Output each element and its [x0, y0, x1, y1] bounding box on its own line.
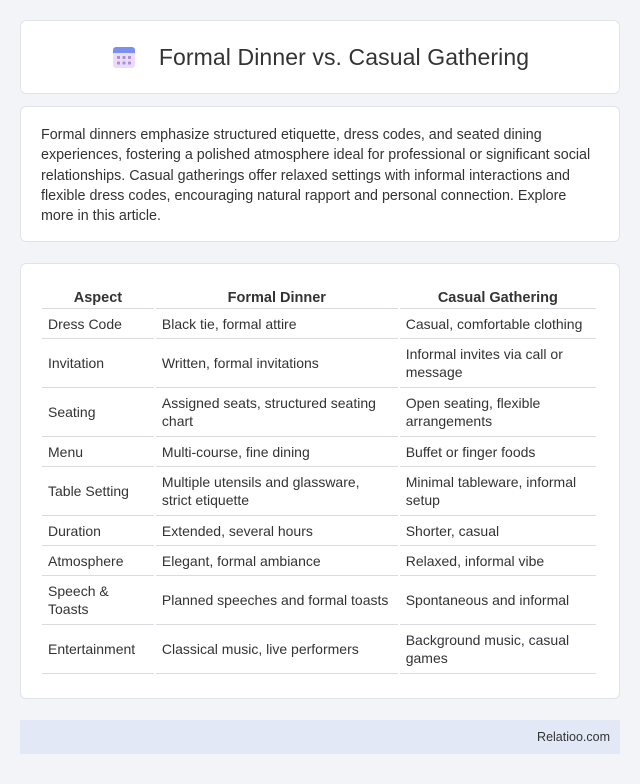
table-row [42, 467, 596, 516]
casual-cell: Minimal tableware, informal setup [400, 467, 596, 516]
table-header-row [42, 284, 596, 309]
formal-cell: Multiple utensils and glassware, strict etiquette [156, 467, 398, 516]
aspect-cell: Dress Code [42, 309, 154, 339]
comparison-table [40, 284, 598, 674]
aspect-cell: Table Setting [42, 467, 154, 516]
table-row [42, 546, 596, 576]
page-title: Formal Dinner vs. Casual Gathering [158, 43, 530, 70]
table-row [42, 339, 596, 388]
casual-cell: Open seating, flexible arrangements [400, 388, 596, 437]
header-aspect: Aspect [42, 284, 154, 309]
footer-bar [20, 720, 620, 754]
casual-cell: Buffet or finger foods [400, 437, 596, 467]
formal-cell: Extended, several hours [156, 516, 398, 546]
formal-cell: Planned speeches and formal toasts [156, 576, 398, 625]
intro-card [20, 106, 620, 242]
aspect-cell: Duration [42, 516, 154, 546]
title-card [20, 20, 620, 94]
table-row [42, 576, 596, 625]
footer-brand-link[interactable]: Relatioo.com [537, 730, 610, 744]
formal-cell: Multi-course, fine dining [156, 437, 398, 467]
formal-cell: Black tie, formal attire [156, 309, 398, 339]
calendar-icon [111, 44, 137, 70]
table-row [42, 388, 596, 437]
aspect-cell: Speech & Toasts [42, 576, 154, 625]
table-row [42, 516, 596, 546]
table-row [42, 309, 596, 339]
formal-cell: Classical music, live performers [156, 625, 398, 674]
casual-cell: Spontaneous and informal [400, 576, 596, 625]
formal-cell: Assigned seats, structured seating chart [156, 388, 398, 437]
comparison-card [20, 263, 620, 699]
casual-cell: Informal invites via call or message [400, 339, 596, 388]
aspect-cell: Menu [42, 437, 154, 467]
aspect-cell: Atmosphere [42, 546, 154, 576]
table-row [42, 625, 596, 674]
aspect-cell: Entertainment [42, 625, 154, 674]
casual-cell: Shorter, casual [400, 516, 596, 546]
header-formal-dinner: Formal Dinner [156, 284, 398, 309]
header-casual-gathering: Casual Gathering [400, 284, 596, 309]
formal-cell: Elegant, formal ambiance [156, 546, 398, 576]
casual-cell: Casual, comfortable clothing [400, 309, 596, 339]
casual-cell: Background music, casual games [400, 625, 596, 674]
casual-cell: Relaxed, informal vibe [400, 546, 596, 576]
formal-cell: Written, formal invitations [156, 339, 398, 388]
table-row [42, 437, 596, 467]
intro-text: Formal dinners emphasize structured etiquette, dress codes, and seated dining experiences, fostering a polished atmosphere ideal for professional or significant social relationships. Casual gatherings offer relaxed settings with informal interactions and flexible dress codes, encouraging natural rapport and personal connection. Explore more in this article. [41, 127, 591, 225]
aspect-cell: Seating [42, 388, 154, 437]
aspect-cell: Invitation [42, 339, 154, 388]
